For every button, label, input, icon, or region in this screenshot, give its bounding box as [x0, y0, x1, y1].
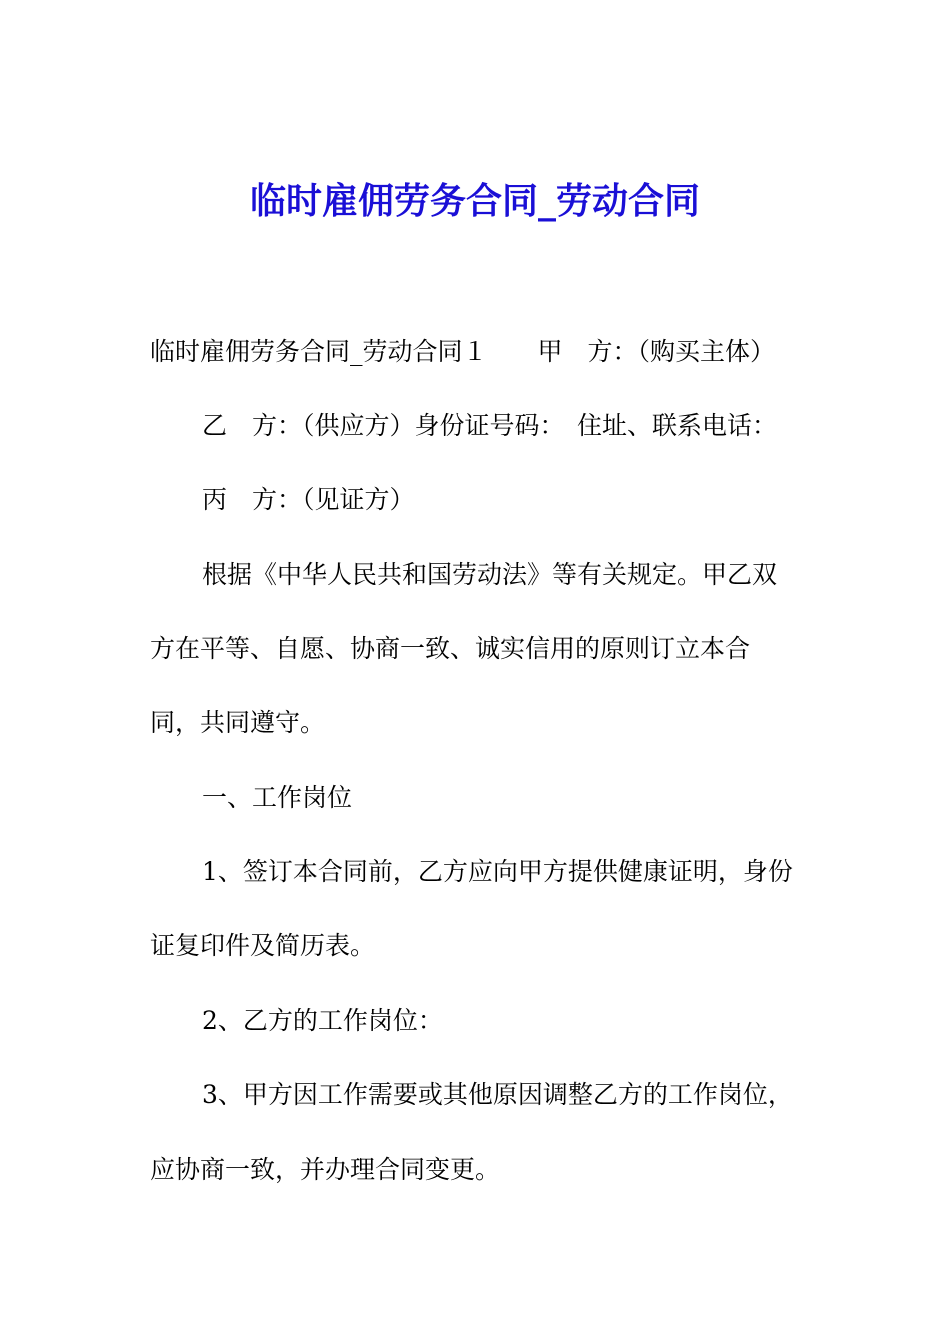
preamble-line-2: 方在平等、自愿、协商一致、诚实信用的原则订立本合: [150, 634, 751, 663]
party-b-text: 乙 方：（供应方）身份证号码： 住址、联系电话：: [202, 411, 778, 440]
clause-1-line-1: 1、签订本合同前，乙方应向甲方提供健康证明，身份: [202, 857, 793, 886]
section-1-heading: 一、工作岗位: [202, 783, 353, 812]
document-title: 临时雇佣劳务合同_劳动合同: [249, 181, 700, 222]
preamble-line-1: 根据《中华人民共和国劳动法》等有关规定。甲乙双: [202, 560, 778, 589]
contract-subtitle: 临时雇佣劳务合同_劳动合同１: [150, 337, 488, 366]
subtitle-line: [150, 334, 775, 370]
clause-2-text: 2、乙方的工作岗位：: [202, 1006, 443, 1035]
party-c-text: 丙 方：（见证方）: [202, 485, 415, 514]
preamble-line-3: 同，共同遵守。: [150, 708, 326, 737]
clause-3-line-1: 3、甲方因工作需要或其他原因调整乙方的工作岗位，: [202, 1080, 793, 1109]
clause-3-line-2: 应协商一致，并办理合同变更。: [150, 1155, 501, 1184]
party-a-text: 甲 方：（购买主体）: [537, 337, 776, 366]
clause-1-line-2: 证复印件及简历表。: [150, 931, 376, 960]
